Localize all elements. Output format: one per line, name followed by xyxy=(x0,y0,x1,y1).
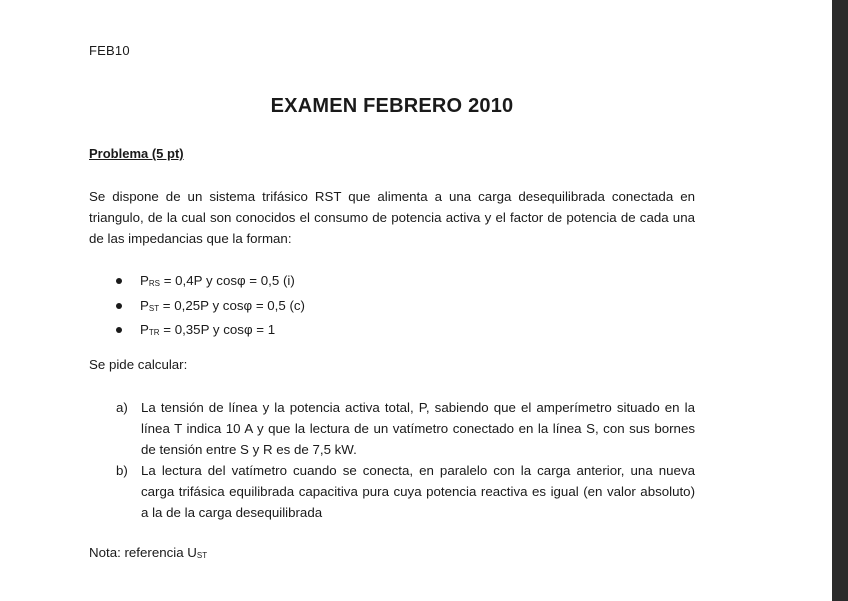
question-item-a xyxy=(116,397,695,460)
load-item-tr xyxy=(89,319,305,344)
load-subscript: RS xyxy=(148,279,160,288)
question-list xyxy=(116,397,695,523)
question-text: La tensión de línea y la potencia activa total, P, sabiendo que el amperímetro situado en la línea T indica 10 A y que la lectura de un vatímetro conectado en la línea S, con sus bornes de tensión entre S y R es de 7,5 kW. xyxy=(141,400,695,457)
load-item-st xyxy=(89,295,305,320)
load-symbol: P xyxy=(140,273,149,288)
load-text: = 0,25P y cosφ = 0,5 (c) xyxy=(159,297,305,313)
load-subscript: TR xyxy=(148,328,160,337)
note-text: Nota: referencia U xyxy=(89,545,197,560)
load-symbol: P xyxy=(140,297,149,313)
ask-label: Se pide calcular: xyxy=(89,357,188,372)
reference-note xyxy=(89,545,207,560)
load-subscript: ST xyxy=(148,303,160,313)
load-text: = 0,4P y cosφ = 0,5 (i) xyxy=(160,273,295,288)
page-title: EXAMEN FEBRERO 2010 xyxy=(270,95,514,117)
problem-heading: Problema (5 pt) xyxy=(89,146,184,161)
question-item-b xyxy=(116,460,695,523)
exam-code: FEB10 xyxy=(89,43,130,58)
note-subscript: ST xyxy=(196,551,208,560)
window-edge xyxy=(832,0,848,601)
bullet-icon xyxy=(116,303,122,309)
load-item-rs xyxy=(89,270,305,295)
load-symbol: P xyxy=(140,322,149,337)
problem-intro: Se dispone de un sistema trifásico RST que alimenta a una carga desequilibrada conectada en triangulo, de la cual son conocidos el consumo de potencia activa y el factor de potencia de cada una de las impedancias que la forman: xyxy=(89,189,695,246)
bullet-icon xyxy=(116,278,122,284)
load-text: = 0,35P y cosφ = 1 xyxy=(159,322,276,337)
load-list xyxy=(89,270,305,344)
bullet-icon xyxy=(116,327,122,333)
question-marker: b) xyxy=(116,463,128,478)
question-marker: a) xyxy=(116,400,128,415)
question-text: La lectura del vatímetro cuando se conecta, en paralelo con la carga anterior, una nueva carga trifásica equilibrada capacitiva pura cuya potencia reactiva es igual (en valor absoluto) a la de la carga desequilibrada xyxy=(141,463,695,520)
